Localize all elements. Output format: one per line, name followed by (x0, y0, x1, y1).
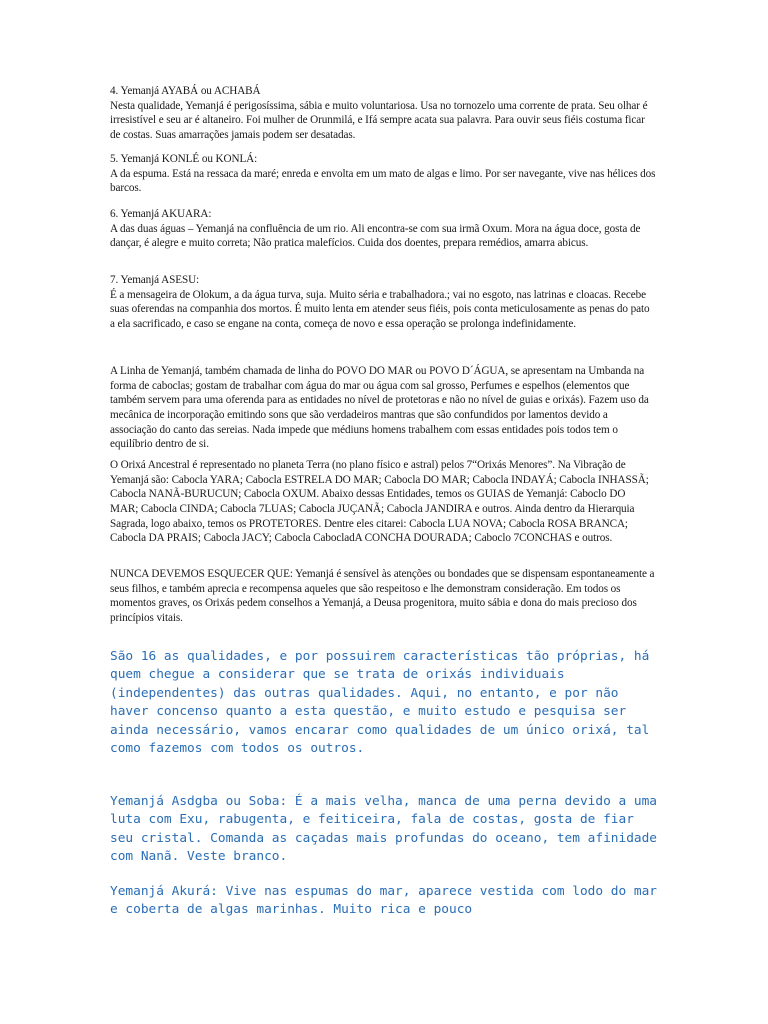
quality-section-konle (110, 152, 656, 196)
quality-section-akuara (110, 207, 656, 251)
section-body: A da espuma. Está na ressaca da maré; enreda e envolta em um mato de algas e limo. Por ser navegante, vive nas hélices dos barcos. (110, 167, 656, 195)
section-body: É a mensageira de Olokum, a da água turva, suja. Muito séria e trabalhadora.; vai no esgoto, nas latrinas e cloacas. Recebe suas oferendas na companhia dos mortos. É muito lenta em atender seus fiéis, pois conta meticulosamente as penas do pato a ela sacrificado, e caso se engane na conta, começa de novo e essa operação se prolonga indefinidamente. (110, 288, 650, 330)
quality-section-ayaba (110, 84, 656, 142)
section-heading: 4. Yemanjá AYABÁ ou ACHABÁ (110, 85, 261, 97)
yemanja-akura-paragraph: Yemanjá Akurá: Vive nas espumas do mar, aparece vestida com lodo do mar e coberta de algas marinhas. Muito rica e pouco (110, 884, 658, 918)
orixa-ancestral-paragraph: O Orixá Ancestral é representado no planeta Terra (no plano físico e astral) pelos 7“Orixás Menores”. Na Vibração de Yemanjá são: Cabocla YARA; Cabocla ESTRELA DO MAR; Cabocla DO MAR; Cabocla INDAYÁ; Cabocla INHASSÃ; Cabocla NANÃ-BURUCUN; Cabocla OXUM. Abaixo dessas Entidades, temos os GUIAS de Yemanjá: Caboclo DO MAR; Cabocla CINDA; Cabocla 7LUAS; Cabocla JUÇANÃ; Cabocla JANDIRA e outros. Ainda dentro da Hierarquia Sagrada, logo abaixo, temos os PROTETORES. Dentre eles citarei: Cabocla LUA NOVA; Cabocla ROSA BRANCA; Cabocla DA PRAIS; Cabocla JACY; Cabocla CabocladA CONCHA DOURADA; Caboclo 7CONCHAS e outros. (110, 459, 649, 545)
quality-section-asesu (110, 273, 656, 331)
yemanja-asdgba-paragraph: Yemanjá Asdgba ou Soba: É a mais velha, manca de uma perna devido a uma luta com Exu, rabugenta, e feiticeira, fala de costas, gosta de fiar seu cristal. Comanda as caçadas mais profundas do oceano, tem afinidade com Nanã. Veste branco. (110, 794, 658, 865)
section-heading: 6. Yemanjá AKUARA: (110, 208, 212, 220)
linha-de-yemanja-paragraph: A Linha de Yemanjá, também chamada de linha do POVO DO MAR ou POVO D´ÁGUA, se apresentam na Umbanda na forma de caboclas; gostam de trabalhar com água do mar ou água com sal grosso, Perfumes e espelhos (elementos que também servem para uma oferenda para as entidades no nível de protetoras e não no nível de guias e orixás). Fazem uso da mecânica de incorporação emitindo sons que são verdadeiros mantras que são confundidos por lamentos devido a associação do canto das sereias. Nada impede que médiuns homens trabalhem com essas entidades pois todos tem o equilíbrio dentro de si. (110, 365, 649, 451)
nunca-devemos-paragraph: NUNCA DEVEMOS ESQUECER QUE: Yemanjá é sensível às atenções ou bondades que se dispensam espontaneamente a seus filhos, e também aprecia e recompensa aqueles que são respeitoso e lhe demonstram consideração. Em todos os momentos graves, os Orixás pedem conselhos a Yemanjá, a Deusa progenitora, muito sábia e dona do mais precioso dos princípios vitais. (110, 568, 655, 624)
section-body: Nesta qualidade, Yemanjá é perigosíssima, sábia e muito voluntariosa. Usa no tornozelo uma corrente de prata. Seu olhar é irresistível e seu ar é altaneiro. Foi mulher de Orunmilá, e Ifá sempre acata sua palavra. Para ouvir seus fiéis costuma ficar de costas. Suas amarrações jamais podem ser desatadas. (110, 99, 648, 141)
section-body: A das duas águas – Yemanjá na confluência de um rio. Ali encontra-se com sua irmã Oxum. Mora na água doce, gosta de dançar, é alegre e muito correta; Não pratica malefícios. Cuida dos doentes, prepara remédios, amarra abicus. (110, 222, 641, 250)
qualities-intro-paragraph: São 16 as qualidades, e por possuirem características tão próprias, há quem chegue a considerar que se trata de orixás individuais (independentes) das outras qualidades. Aqui, no entanto, e por não haver concenso quanto a esta questão, e muito estudo e pesquisa ser ainda necessário, vamos encarar como qualidades de um único orixá, tal como fazemos com todos os outros. (110, 649, 650, 757)
section-heading: 5. Yemanjá KONLÉ ou KONLÁ: (110, 153, 258, 165)
section-heading: 7. Yemanjá ASESU: (110, 274, 200, 286)
